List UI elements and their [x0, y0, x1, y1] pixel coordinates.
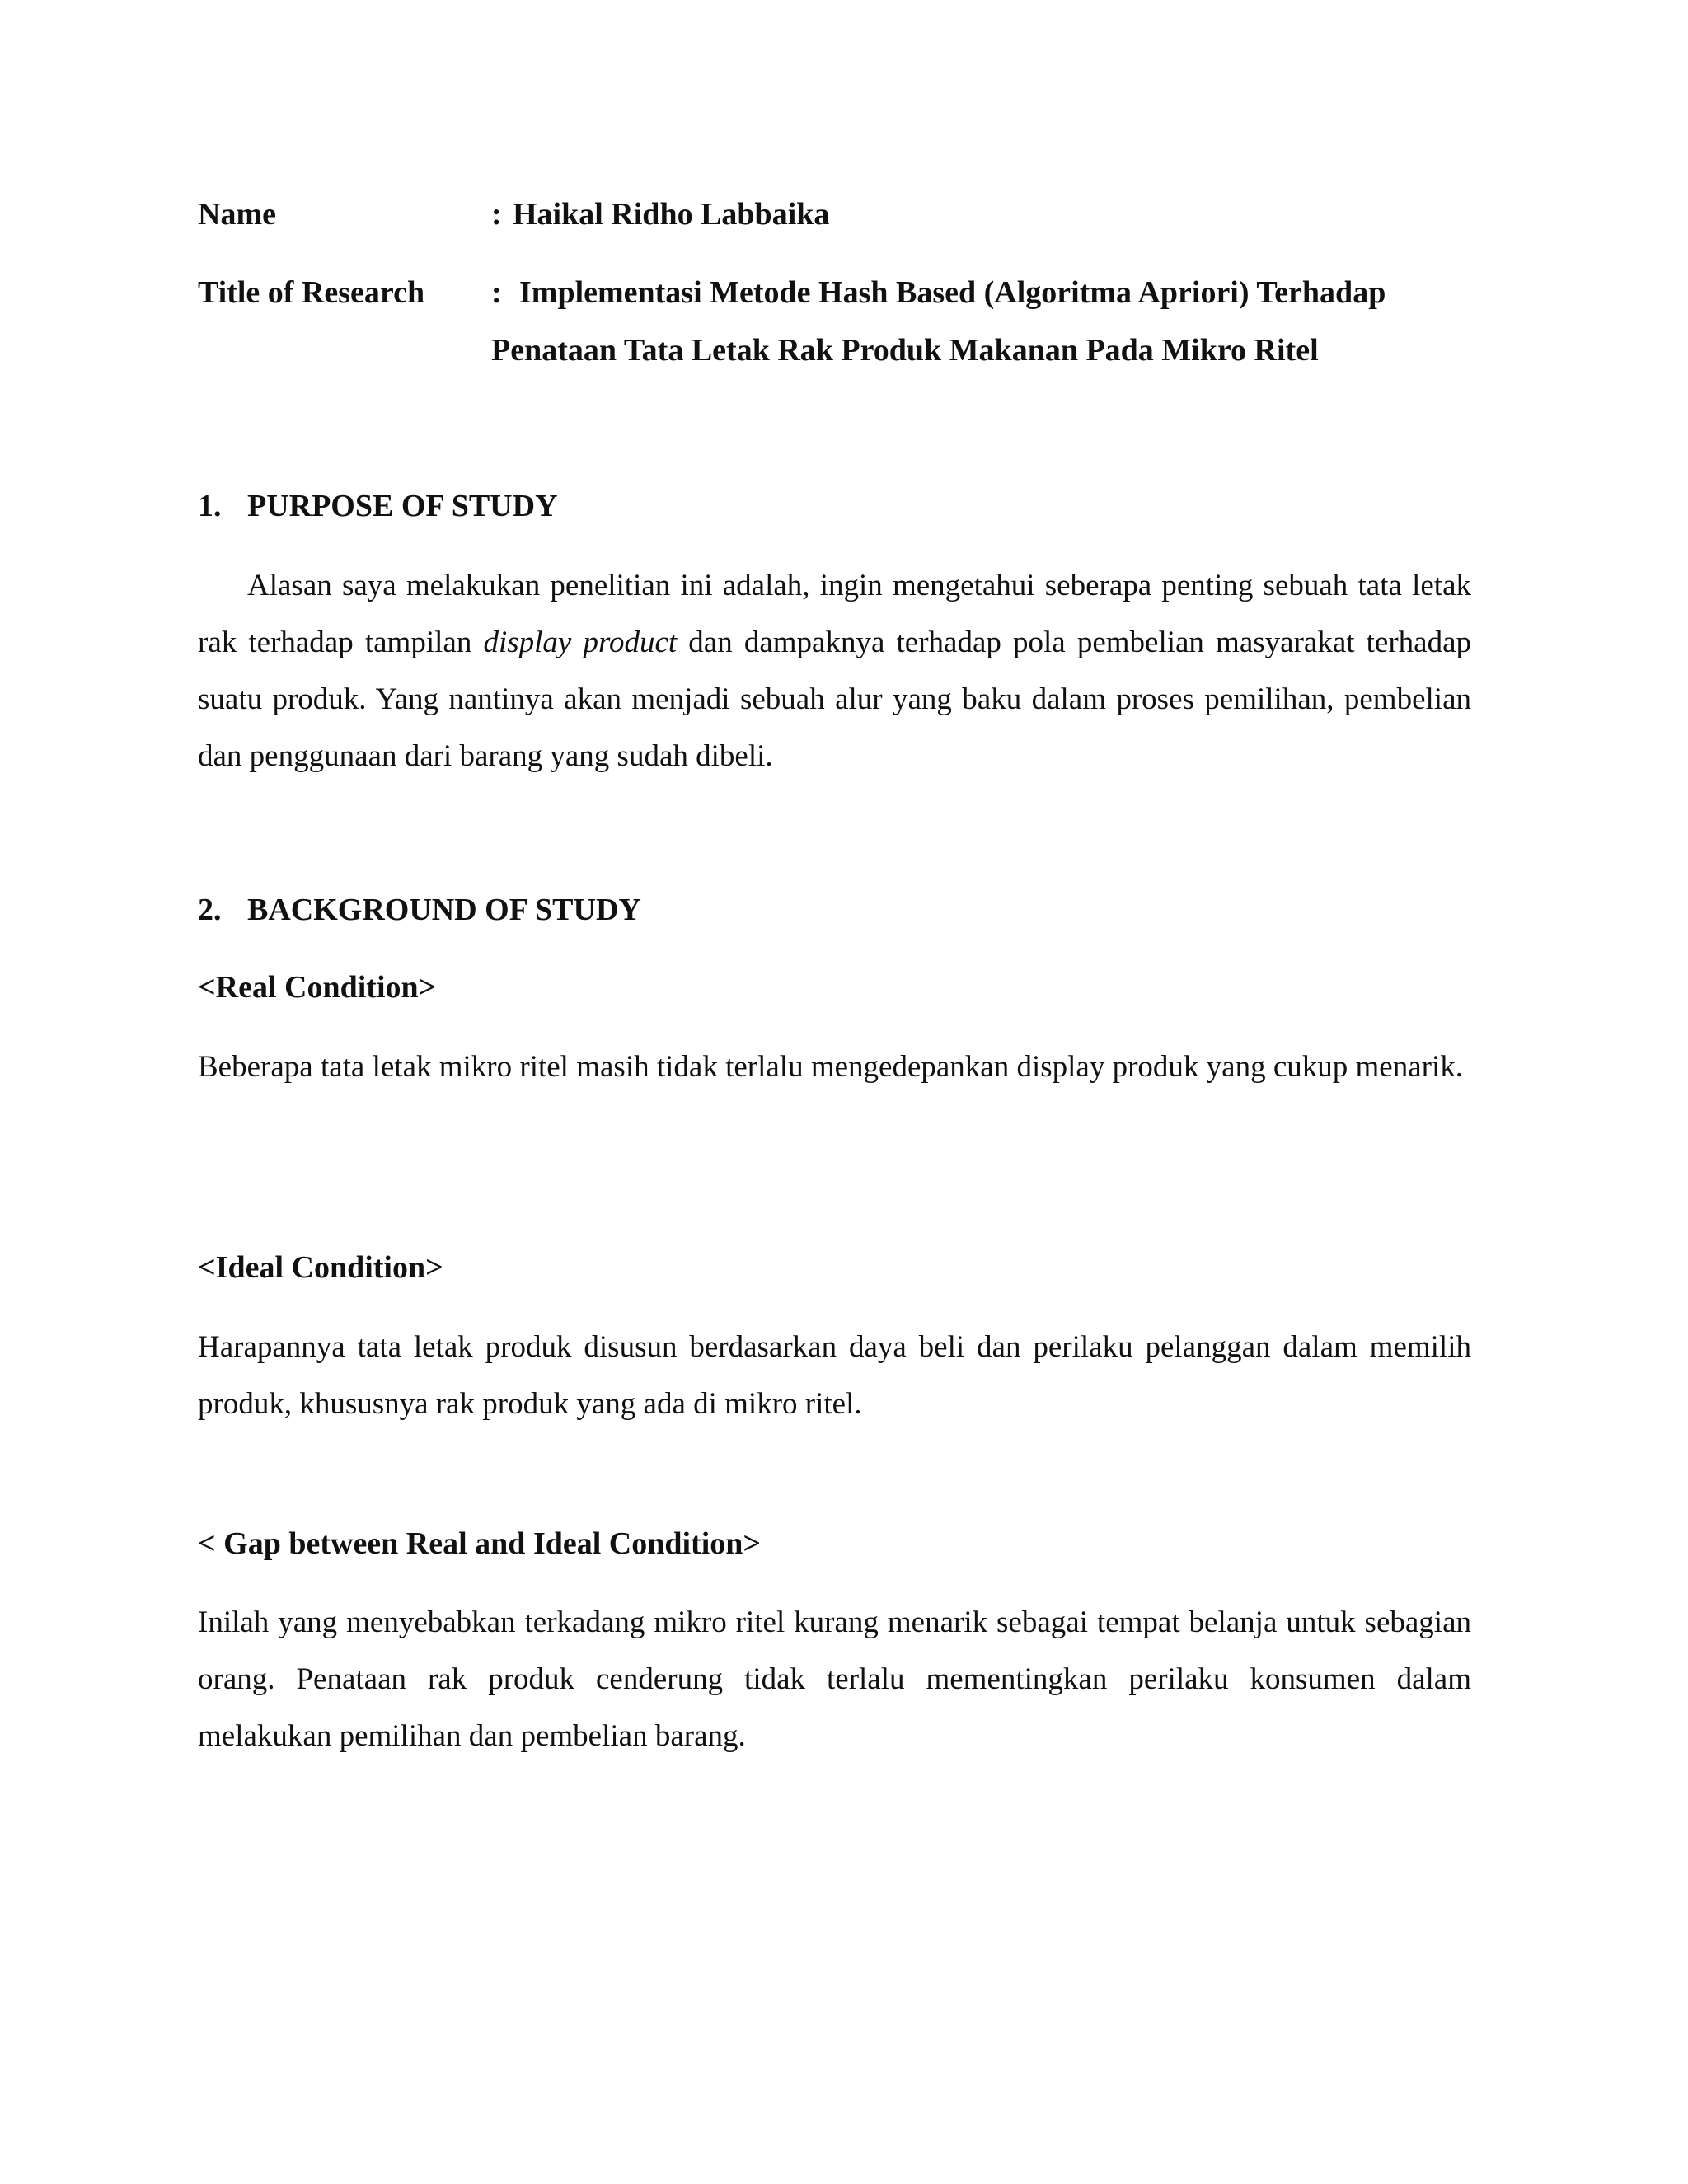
- section-number: 2.: [198, 893, 222, 927]
- name-value: Haikal Ridho Labbaika: [513, 197, 830, 232]
- name-value-block: [491, 185, 1480, 243]
- section-heading-purpose: [198, 481, 558, 531]
- real-condition-heading: <Real Condition>: [198, 970, 437, 1005]
- section-title: PURPOSE OF STUDY: [247, 489, 558, 523]
- section-title: BACKGROUND OF STUDY: [247, 893, 641, 927]
- title-label: Title of Research: [198, 275, 425, 310]
- purpose-text-italic: display product: [483, 626, 678, 659]
- ideal-condition-heading: <Ideal Condition>: [198, 1250, 443, 1285]
- title-value-block: [491, 264, 1447, 379]
- gap-condition-heading: < Gap between Real and Ideal Condition>: [198, 1526, 762, 1561]
- gap-condition-paragraph: Inilah yang menyebabkan terkadang mikro ritel kurang menarik sebagai tempat belanja untuk sebagian orang. Penataan rak produk cenderung tidak terlalu mementingkan perilaku konsumen dalam melakukan pemilihan dan pembelian barang.: [198, 1605, 1471, 1753]
- ideal-condition-paragraph: Harapannya tata letak produk disusun berdasarkan daya beli dan perilaku pelanggan dalam memilih produk, khususnya rak produk yang ada di mikro ritel.: [198, 1330, 1471, 1421]
- purpose-text-end: dan dampaknya terhadap pola pembelian masyarakat terhadap suatu produk. Yang nantinya akan menjadi sebuah alur yang baku dalam proses pemilihan, pembelian dan penggunaan dari barang yang sudah dibeli.: [198, 626, 1472, 773]
- real-condition-paragraph: Beberapa tata letak mikro ritel masih tidak terlalu mengedepankan display produk yang cukup menarik.: [198, 1050, 1463, 1084]
- title-value: Implementasi Metode Hash Based (Algoritma Apriori) Terhadap Penataan Tata Letak Rak Produk Makanan Pada Mikro Ritel: [491, 275, 1386, 368]
- title-separator: :: [491, 275, 502, 310]
- name-label: Name: [198, 197, 276, 232]
- purpose-paragraph: [198, 557, 1471, 785]
- section-number: 1.: [198, 489, 222, 523]
- name-separator: :: [491, 197, 502, 232]
- section-heading-background: [198, 885, 641, 935]
- purpose-text-start: Alasan saya melakukan penelitian ini adalah, ingin mengetahui seberapa penting sebuah tata letak rak terhadap tampilan: [198, 569, 1471, 659]
